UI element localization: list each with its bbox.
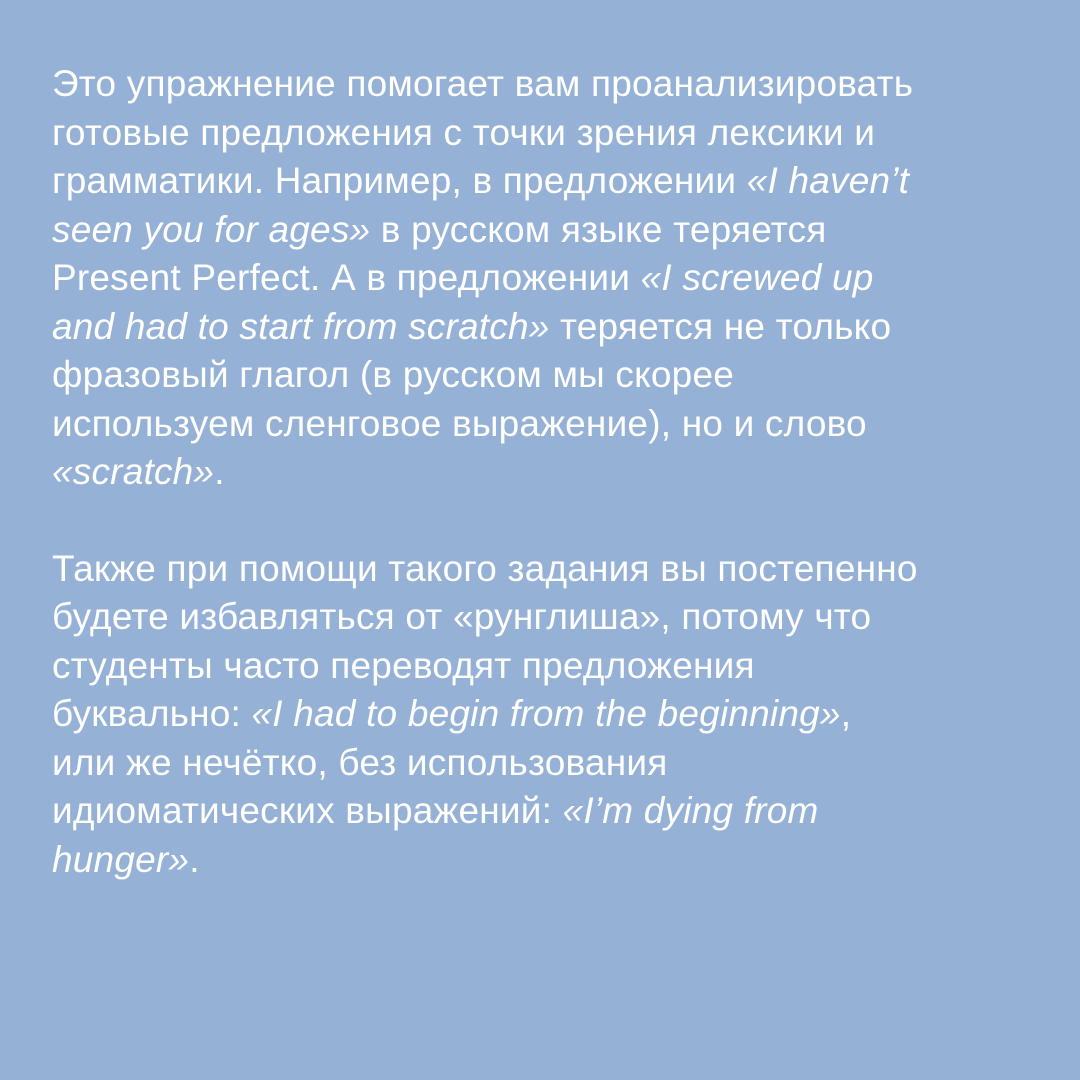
text-line xyxy=(52,303,1042,352)
text-run: или же нечётко, без использования xyxy=(52,741,668,783)
text-line xyxy=(52,545,1042,594)
paragraph-2 xyxy=(52,545,1042,885)
text-run: Также при помощи такого задания вы постепенно xyxy=(52,547,918,589)
text-run: . xyxy=(189,838,200,880)
text-run: в русском языке теряется xyxy=(370,208,827,250)
english-example: and had to start from scratch» xyxy=(52,305,550,347)
text-run: идиоматических выражений: xyxy=(52,790,563,831)
text-run: грамматики. Например, в предложении xyxy=(52,160,747,201)
text-line xyxy=(52,690,1042,739)
english-example: hunger» xyxy=(52,838,190,880)
text-line xyxy=(52,254,1042,303)
text-run: используем сленговое выражение), но и слово xyxy=(52,402,867,444)
english-example: «I haven’t xyxy=(746,160,910,201)
english-example: «I had to begin from the beginning» xyxy=(251,693,841,734)
text-line xyxy=(52,593,1042,642)
body-text xyxy=(52,60,1042,884)
text-line xyxy=(52,787,1042,836)
text-line xyxy=(52,400,1042,449)
english-example: «scratch» xyxy=(52,451,215,492)
text-run: теряется не только xyxy=(549,305,892,347)
text-line xyxy=(52,109,1042,158)
text-line xyxy=(52,60,1042,109)
text-run: студенты часто переводят предложения xyxy=(52,644,755,686)
text-run: буквально: xyxy=(52,693,252,734)
text-run: . xyxy=(214,451,225,492)
english-example: «I screwed up xyxy=(640,257,874,298)
text-line xyxy=(52,448,1042,497)
text-line xyxy=(52,642,1042,691)
text-run: Это упражнение помогает вам проанализировать xyxy=(52,63,914,104)
text-line xyxy=(52,157,1042,206)
text-run: будете избавляться от «рунглиша», потому что xyxy=(52,596,872,637)
english-example: «I’m dying from xyxy=(562,790,819,831)
text-line xyxy=(52,739,1042,788)
text-run: Present Perfect. А в предложении xyxy=(52,257,641,298)
text-run: , xyxy=(840,693,852,734)
text-line xyxy=(52,206,1042,255)
text-line xyxy=(52,351,1042,400)
text-run: готовые предложения с точки зрения лексики и xyxy=(52,111,876,153)
text-run: фразовый глагол (в русском мы скорее xyxy=(52,354,734,395)
english-example: seen you for ages» xyxy=(52,208,371,250)
paragraph-1 xyxy=(52,60,1042,497)
text-line xyxy=(52,836,1042,885)
